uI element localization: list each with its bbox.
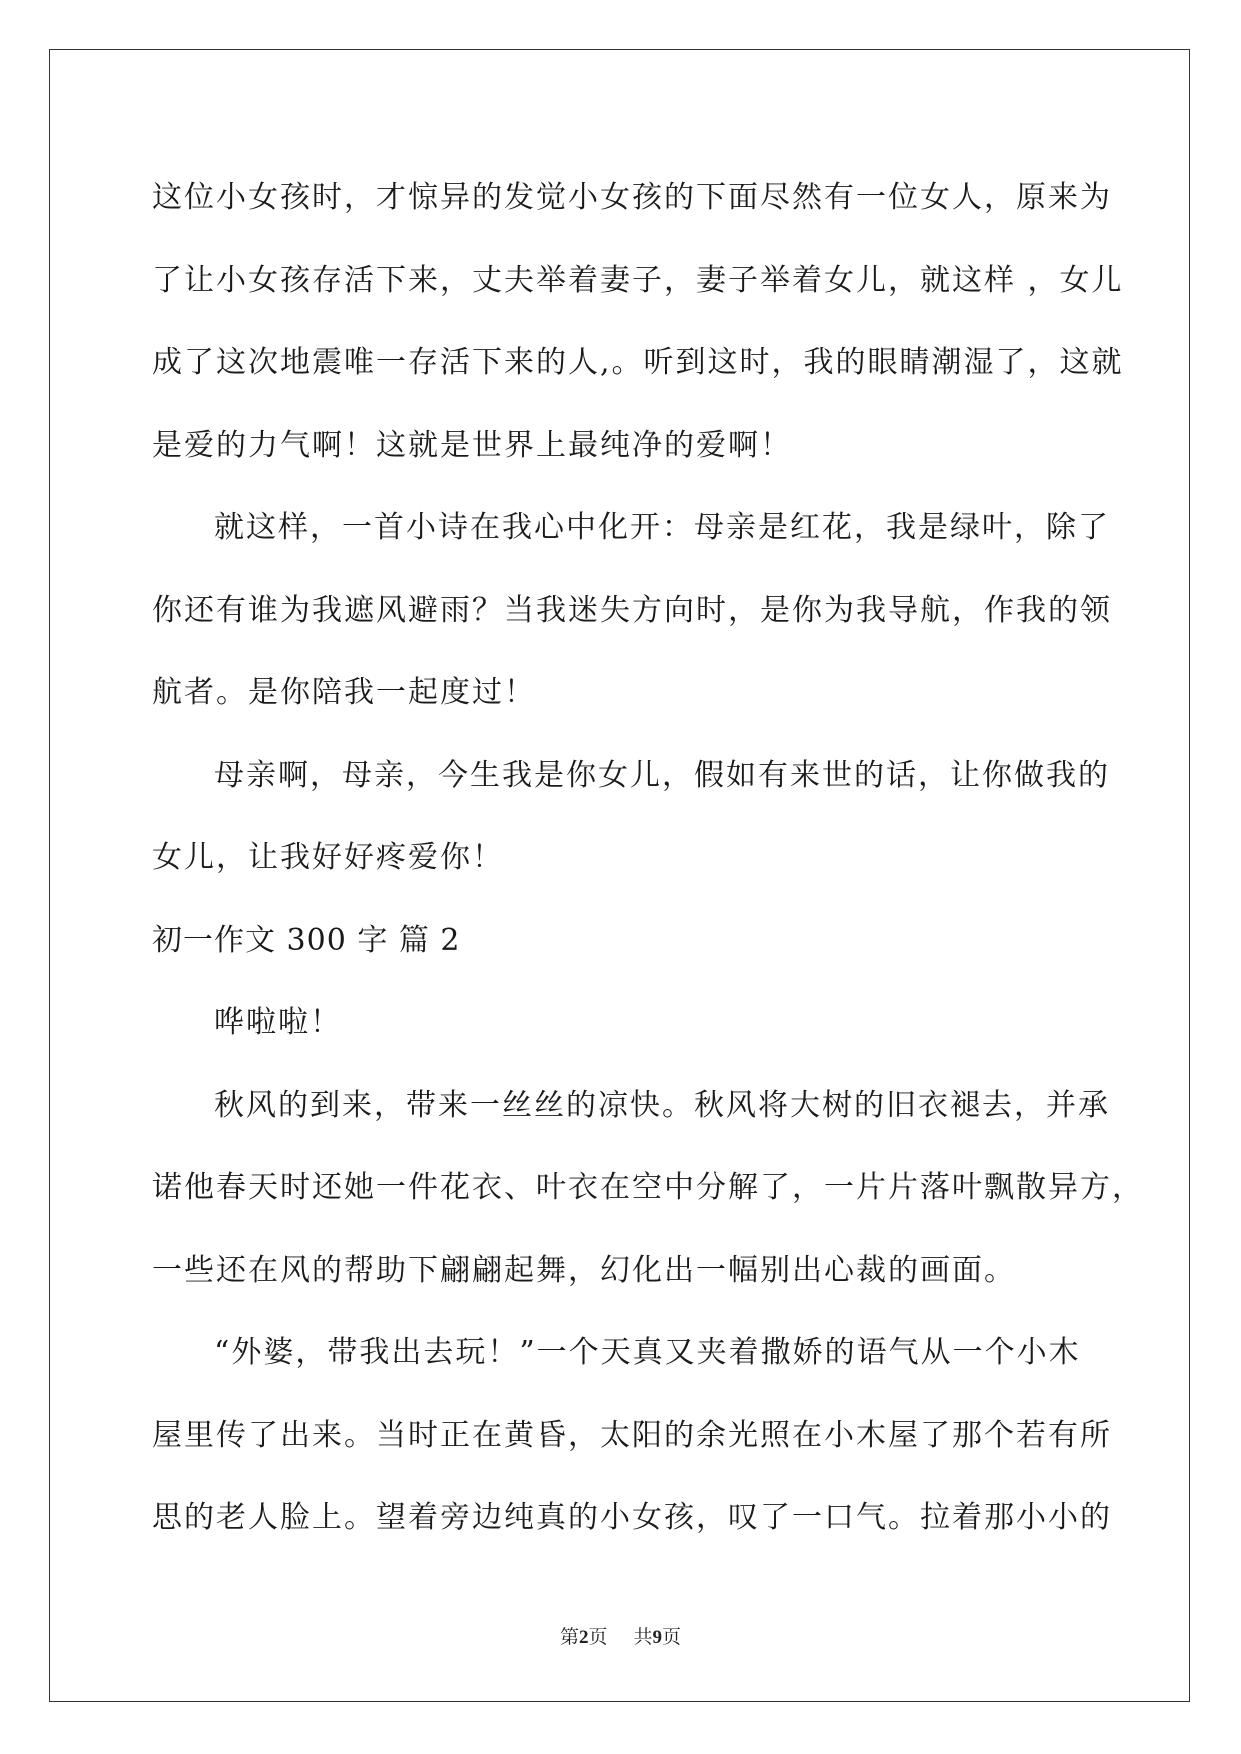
total-label-prefix: 共 <box>633 1626 653 1648</box>
paragraph-start-line: “外婆，带我出去玩！”一个天真又夹着撒娇的语气从一个小木 <box>214 1335 1081 1370</box>
page-label-prefix: 第 <box>559 1626 579 1648</box>
text-line: 一些还在风的帮助下翩翩起舞，幻化出一幅别出心裁的画面。 <box>152 1252 1016 1288</box>
text-line: 了让小女孩存活下来，丈夫举着妻子，妻子举着女儿，就这样 ，女儿 <box>152 262 1124 298</box>
page-number: 2 <box>578 1627 589 1648</box>
section-heading: 初一作文 300 字 篇 2 <box>152 922 461 958</box>
text-line: 思的老人脸上。望着旁边纯真的小女孩，叹了一口气。拉着那小小的 <box>152 1500 1112 1535</box>
text-line: 你还有谁为我遮风避雨？当我迷失方向时，是你为我导航，作我的领 <box>152 592 1112 628</box>
document-body <box>152 157 1144 1560</box>
paragraph-start-line: 哗啦啦！ <box>214 1005 342 1040</box>
text-line: 这位小女孩时，才惊异的发觉小女孩的下面尽然有一位女人，原来为 <box>152 180 1112 215</box>
paragraph-start-line: 就这样，一首小诗在我心中化开：母亲是红花，我是绿叶，除了 <box>214 510 1110 545</box>
text-line: 女儿，让我好好疼爱你！ <box>152 840 504 875</box>
text-line: 诺他春天时还她一件花衣、叶衣在空中分解了，一片片落叶飘散异方， <box>152 1170 1144 1205</box>
page-label-suffix: 页 <box>588 1626 608 1648</box>
paragraph-start-line: 母亲啊，母亲，今生我是你女儿，假如有来世的话，让你做我的 <box>214 757 1110 793</box>
text-line: 屋里传了出来。当时正在黄昏，太阳的余光照在小木屋了那个若有所 <box>152 1417 1112 1453</box>
text-line: 航者。是你陪我一起度过！ <box>152 675 536 710</box>
total-pages: 9 <box>652 1627 663 1648</box>
paragraph-start-line: 秋风的到来，带来一丝丝的凉快。秋风将大树的旧衣褪去，并承 <box>214 1087 1110 1123</box>
text-line: 成了这次地震唯一存活下来的人,。听到这时，我的眼睛潮湿了，这就 <box>152 345 1124 380</box>
text-line: 是爱的力气啊！这就是世界上最纯净的爱啊！ <box>152 427 792 463</box>
total-label-suffix: 页 <box>662 1626 682 1648</box>
page-footer <box>0 1622 1241 1649</box>
